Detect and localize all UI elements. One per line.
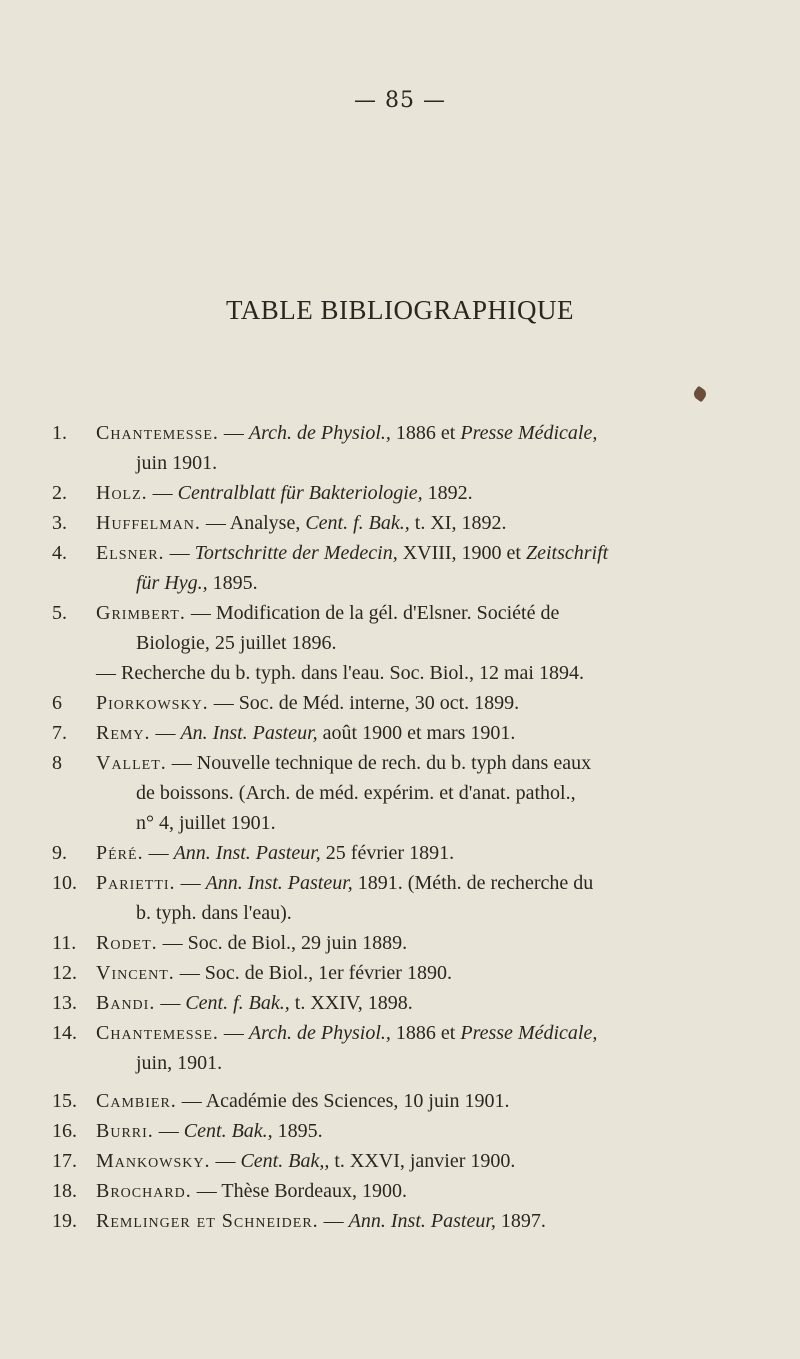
entry-text: —: [180, 872, 206, 894]
bibliography-list: [0, 418, 800, 1236]
list-item: [0, 718, 800, 748]
list-item: [0, 688, 800, 718]
entry-text: 1886 et: [390, 422, 461, 444]
entry-text: 1895.: [272, 1120, 323, 1142]
entry-author: Elsner.: [96, 542, 165, 564]
entry-text: 1897.: [495, 1210, 546, 1232]
entry-text: — Modification de la gél. d'Elsner. Société de: [190, 602, 560, 624]
entry-author: Péré.: [96, 842, 144, 864]
entry-text: —: [160, 992, 186, 1014]
entry-number: 19.: [52, 1210, 77, 1232]
entry-text: t. XXIV, 1898.: [289, 992, 413, 1014]
entry-number: 12.: [52, 962, 77, 984]
entry-number: 13.: [52, 992, 77, 1014]
entry-number: 3.: [52, 512, 67, 534]
entry-number: 5.: [52, 602, 67, 624]
entry-text: —: [169, 542, 195, 564]
entry-text: 25 février 1891.: [320, 842, 455, 864]
entry-journal: Ann. Inst. Pasteur,: [205, 872, 353, 894]
entry-number: 15.: [52, 1090, 77, 1112]
entry-number: 16.: [52, 1120, 77, 1142]
list-item: [0, 1146, 800, 1176]
entry-journal: Cent. f. Bak.,: [305, 512, 410, 534]
list-item: [0, 478, 800, 508]
entry-number: 6: [52, 692, 62, 714]
entry-journal: Ann. Inst. Pasteur,: [173, 842, 321, 864]
entry-author: Chantemesse.: [96, 422, 219, 444]
entry-author: Burri.: [96, 1120, 154, 1142]
entry-text: — Soc. de Méd. interne, 30 oct. 1899.: [213, 692, 520, 714]
entry-text: —: [215, 1150, 241, 1172]
ink-mark: [692, 386, 709, 403]
entry-number: 7.: [52, 722, 67, 744]
entry-text: XVIII, 1900 et: [397, 542, 526, 564]
entry-text: — Soc. de Biol., 1er février 1890.: [179, 962, 452, 984]
entry-author: Vincent.: [96, 962, 175, 984]
entry-author: Remlinger et Schneider.: [96, 1210, 319, 1232]
entry-text: 1886 et: [390, 1022, 461, 1044]
entry-continuation: [96, 568, 748, 598]
entry-text: 1891. (Méth. de recherche du: [352, 872, 594, 894]
entry-number: 1.: [52, 422, 67, 444]
entry-text: — Académie des Sciences, 10 juin 1901.: [181, 1090, 510, 1112]
entry-number: 4.: [52, 542, 67, 564]
entry-journal: Cent. f. Bak.,: [185, 992, 290, 1014]
entry-text: —: [155, 722, 181, 744]
entry-author: Grimbert.: [96, 602, 186, 624]
entry-journal: für Hyg.,: [136, 572, 208, 594]
entry-author: Bandi.: [96, 992, 156, 1014]
entry-journal: Arch. de Physiol.,: [248, 422, 391, 444]
entry-author: Mankowsky.: [96, 1150, 211, 1172]
entry-text: t. XI, 1892.: [409, 512, 507, 534]
entry-text: —: [148, 842, 174, 864]
list-item: [0, 658, 800, 688]
list-item: [0, 538, 800, 598]
entry-number: 10.: [52, 872, 77, 894]
entry-text: — Analyse,: [205, 512, 306, 534]
entry-text: août 1900 et mars 1901.: [317, 722, 516, 744]
list-item: [0, 1018, 800, 1078]
entry-continuation: juin, 1901.: [136, 1052, 223, 1074]
entry-text: — Recherche du b. typh. dans l'eau. Soc. Biol., 12 mai 1894.: [96, 662, 584, 684]
entry-continuation: b. typh. dans l'eau).: [136, 902, 292, 924]
entry-continuation: Biologie, 25 juillet 1896.: [136, 632, 337, 654]
entry-journal: Zeitschrift: [526, 542, 609, 564]
list-item: [0, 1206, 800, 1236]
entry-author: Huffelman.: [96, 512, 201, 534]
entry-journal: Cent. Bak.,: [183, 1120, 273, 1142]
list-item: [0, 418, 800, 478]
entry-text: — Nouvelle technique de rech. du b. typh dans eaux: [171, 752, 592, 774]
entry-author: Cambier.: [96, 1090, 177, 1112]
list-item: [0, 868, 800, 928]
entry-journal: An. Inst. Pasteur,: [180, 722, 318, 744]
entry-number: 17.: [52, 1150, 77, 1172]
entry-number: 11.: [52, 932, 77, 954]
entry-journal: Centralblatt für Bakteriologie,: [177, 482, 423, 504]
entry-continuation: de boissons. (Arch. de méd. expérim. et d'anat. pathol.,: [136, 782, 576, 804]
list-item: [0, 1116, 800, 1146]
entry-number: 18.: [52, 1180, 77, 1202]
entry-author: Piorkowsky.: [96, 692, 209, 714]
list-item: [0, 748, 800, 838]
entry-text: —: [223, 1022, 249, 1044]
entry-text: —: [323, 1210, 349, 1232]
list-item: [0, 958, 800, 988]
entry-journal: Presse Médicale,: [460, 1022, 598, 1044]
list-item: [0, 1086, 800, 1116]
list-item: [0, 508, 800, 538]
entry-text: —: [158, 1120, 184, 1142]
entry-text: — Soc. de Biol., 29 juin 1889.: [162, 932, 408, 954]
entry-journal: Ann. Inst. Pasteur,: [348, 1210, 496, 1232]
entry-continuation: juin 1901.: [136, 452, 218, 474]
page-title: TABLE BIBLIOGRAPHIQUE: [225, 295, 575, 325]
entry-continuation: n° 4, juillet 1901.: [136, 812, 276, 834]
entry-text: 1895.: [207, 572, 258, 594]
entry-number: 9.: [52, 842, 67, 864]
entry-journal: Tortschritte der Medecin,: [194, 542, 398, 564]
entry-number: 8: [52, 752, 62, 774]
entry-journal: Cent. Bak,,: [240, 1150, 330, 1172]
entry-author: Parietti.: [96, 872, 176, 894]
list-item: [0, 598, 800, 658]
entry-author: Rodet.: [96, 932, 158, 954]
entry-author: Holz.: [96, 482, 148, 504]
entry-author: Vallet.: [96, 752, 167, 774]
entry-text: t. XXVI, janvier 1900.: [329, 1150, 516, 1172]
list-item: [0, 1176, 800, 1206]
entry-author: Brochard.: [96, 1180, 192, 1202]
entry-text: — Thèse Bordeaux, 1900.: [196, 1180, 407, 1202]
entry-text: —: [152, 482, 178, 504]
entry-author: Remy.: [96, 722, 151, 744]
list-item: [0, 988, 800, 1018]
entry-journal: Arch. de Physiol.,: [248, 1022, 391, 1044]
entry-text: —: [223, 422, 249, 444]
list-item: [0, 838, 800, 868]
entry-number: 14.: [52, 1022, 77, 1044]
entry-journal: Presse Médicale,: [460, 422, 598, 444]
entry-number: 2.: [52, 482, 67, 504]
entry-author: Chantemesse.: [96, 1022, 219, 1044]
list-item: [0, 928, 800, 958]
entry-text: 1892.: [422, 482, 473, 504]
page-number: — 85 —: [354, 88, 446, 113]
